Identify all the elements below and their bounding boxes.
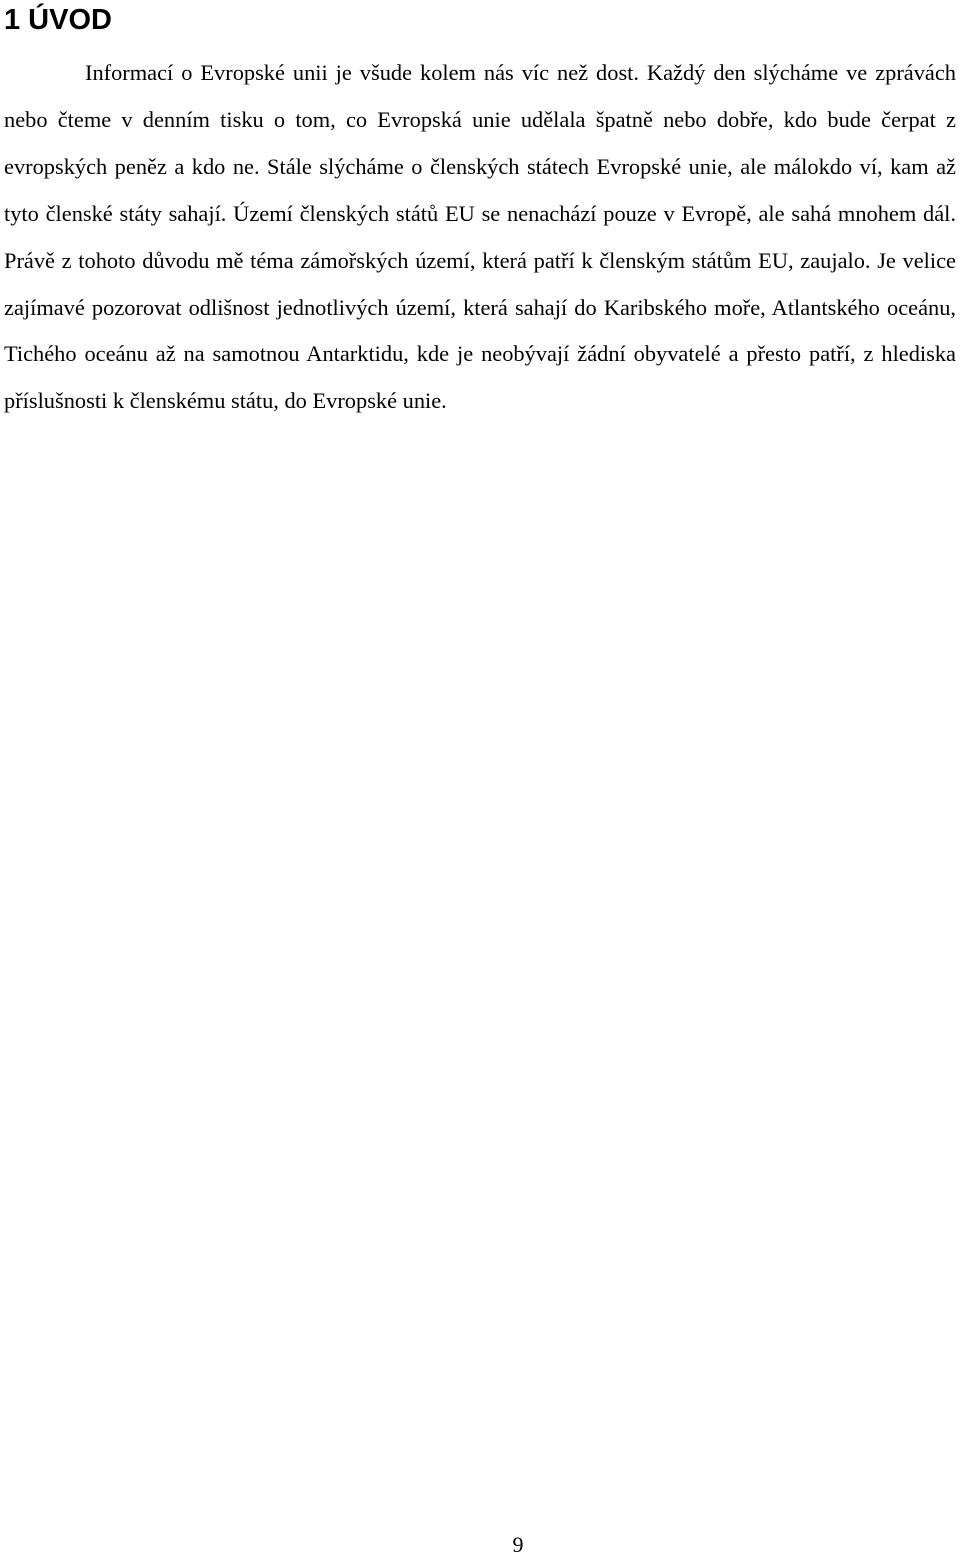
page-number: 9 <box>512 1532 524 1557</box>
chapter-heading: 1 ÚVOD <box>4 4 112 36</box>
intro-paragraph: Informací o Evropské unii je všude kolem nás víc než dost. Každý den slýcháme ve zprávách nebo čteme v denním tisku o tom, co Evropská unie udělala špatně nebo dobře, kdo bude čerpat z evropských peněz a kdo ne. Stále slýcháme o členských státech Evropské unie, ale málokdo ví, kam až tyto členské státy sahají. Území členských států EU se nenachází pouze v Evropě, ale sahá mnohem dál. Právě z tohoto důvodu mě téma zámořských území, která patří k členským státům EU, zaujalo. Je velice zajímavé pozorovat odlišnost jednotlivých území, která sahají do Karibského moře, Atlantského oceánu, Tichého oceánu až na samotnou Antarktidu, kde je neobývají žádní obyvatelé a přesto patří, z hlediska příslušnosti k členskému státu, do Evropské unie. <box>4 60 956 414</box>
